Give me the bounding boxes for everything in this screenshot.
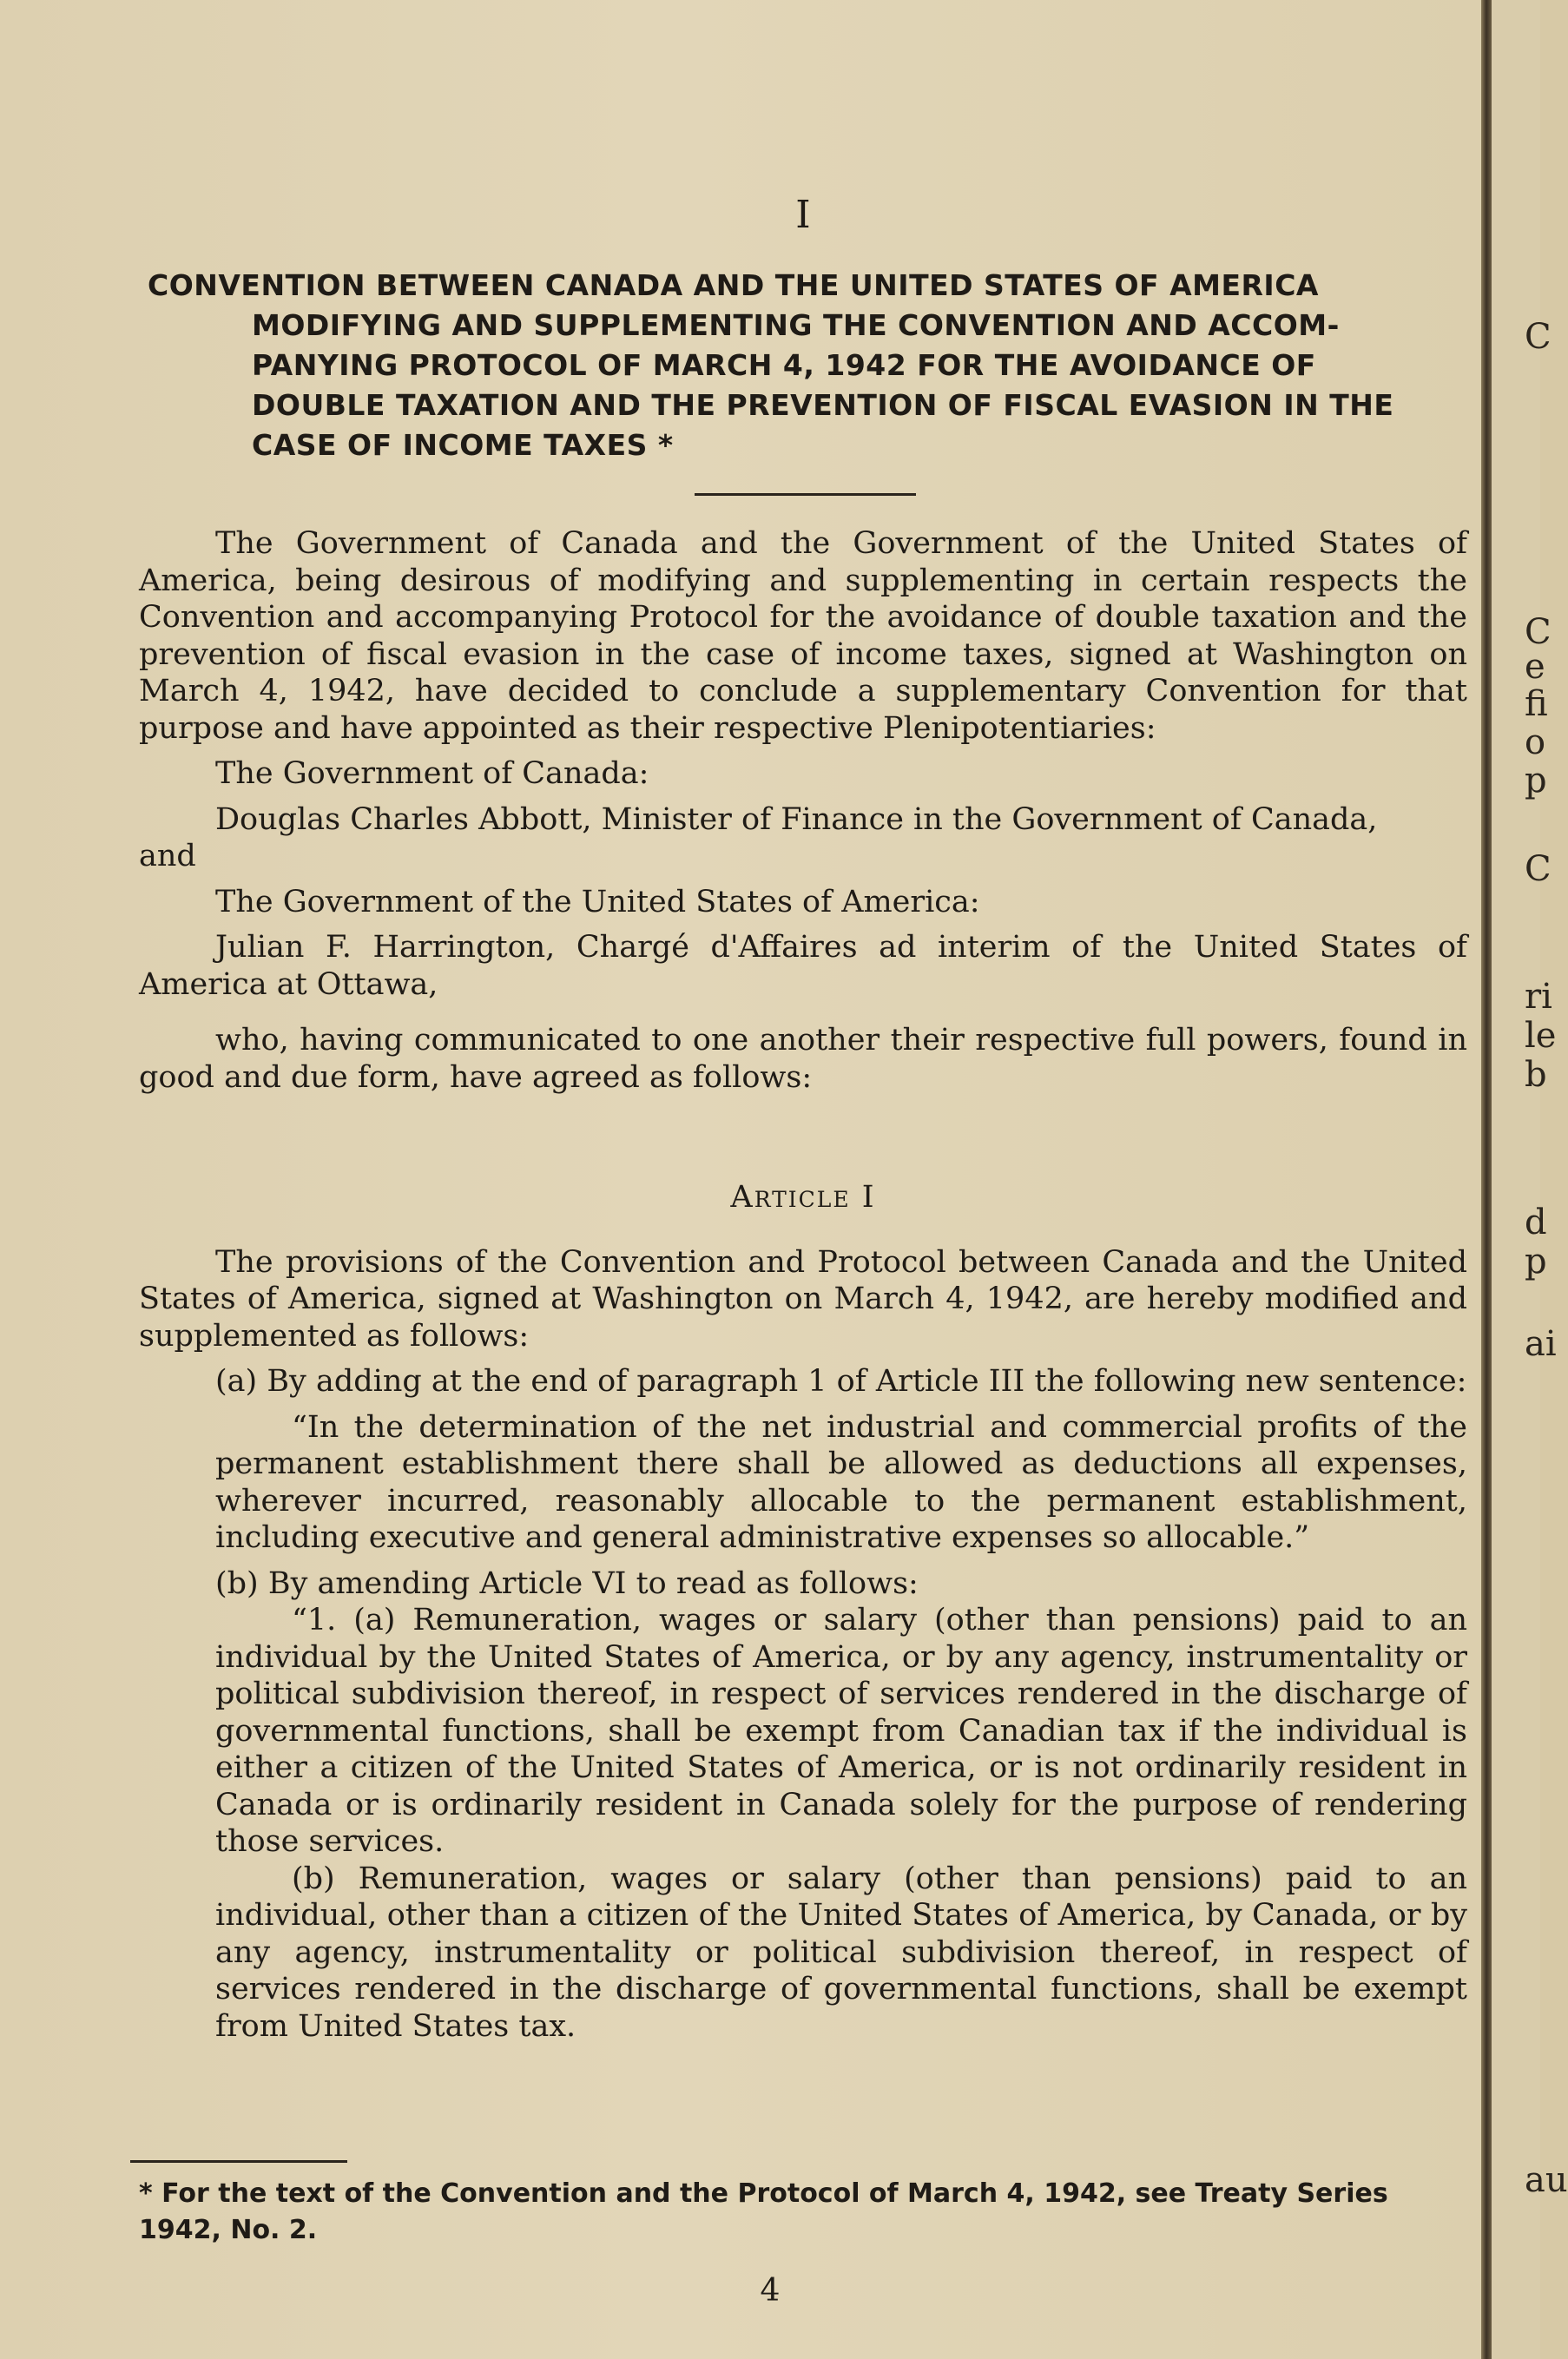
- facing-glyph: o: [1525, 722, 1546, 762]
- powers-clause: who, having communicated to one another their respective full powers, found in good and due form, have agreed as follows:: [139, 1023, 1467, 1095]
- preamble-paragraph: The Government of Canada and the Government of the United States of America, being desirous of modifying and supplementing in certain respects the Convention and accompanying Protocol for the avoidance of double taxation and the prevention of fiscal evasion in the case of income taxes, signed at Washington on March 4, 1942, have decided to conclude a supplementary Convention for that purpose and have appointed as their respective Plenipotentiaries:: [139, 526, 1467, 746]
- and-line: and: [139, 839, 196, 873]
- footnote: * For the text of the Convention and the Protocol of March 4, 1942, see Treaty Series 1942, No. 2.: [139, 2178, 1388, 2245]
- title-line: DOUBLE TAXATION AND THE PREVENTION OF FISCAL EVASION IN THE: [252, 388, 1394, 422]
- gov-usa-line: The Government of the United States of America:: [215, 884, 980, 919]
- item-b-quote-1-label: “1. (a): [292, 1603, 396, 1637]
- item-b-text: By amending Article VI to read as follows:: [267, 1565, 919, 1601]
- item-b-quote-2: [139, 1861, 1467, 2046]
- item-b-quote-1-text: Remuneration, wages or salary (other than pensions) paid to an individual by the United States of America, or by any agency, instrumentality or political subdivision thereof, in respect of services rendered in the discharge of governmental functions, shall be exempt from Canadian tax if the individual is either a citizen of the United States of America, or is not ordinarily resident in Canada or is ordinarily resident in Canada solely for the purpose of rendering those services.: [215, 1603, 1467, 1859]
- facing-glyph: C: [1525, 317, 1552, 357]
- convention-title: [148, 266, 1467, 465]
- item-b-quote-2-text: Remuneration, wages or salary (other than pensions) paid to an individual, other than a citizen of the United States of America, by Canada, or by any agency, instrumentality or political subdivision thereof, in respect of services rendered in the discharge of governmental functions, shall be exempt from United States tax.: [215, 1861, 1467, 2044]
- facing-glyph: fi: [1525, 684, 1548, 724]
- facing-glyph: C: [1525, 849, 1552, 889]
- book-gutter: [1481, 0, 1492, 2359]
- article-heading: Article I: [730, 1180, 876, 1215]
- item-a-text: By adding at the end of paragraph 1 of Article III the following new sentence:: [267, 1364, 1467, 1399]
- facing-glyph: au: [1525, 2160, 1568, 2200]
- article-intro: The provisions of the Convention and Protocol between Canada and the United States of America, signed at Washington on March 4, 1942, are hereby modified and supplemented as follows:: [139, 1244, 1467, 1354]
- usa-plenipotentiary: Julian F. Harrington, Chargé d'Affaires ad interim of the United States of America at Ottawa,: [139, 930, 1467, 1002]
- title-line: CASE OF INCOME TAXES *: [252, 428, 674, 462]
- item-b-label: (b): [215, 1565, 259, 1601]
- item-b-quote-1: [139, 1602, 1467, 1861]
- item-a-label: (a): [215, 1364, 258, 1399]
- facing-glyph: b: [1525, 1055, 1547, 1095]
- facing-glyph: d: [1525, 1203, 1547, 1242]
- item-b-quote-2-label: (b): [292, 1861, 335, 1896]
- item-a: [139, 1363, 1467, 1400]
- facing-glyph: p: [1525, 1242, 1547, 1282]
- facing-glyph: p: [1525, 761, 1547, 801]
- facing-glyph: C: [1525, 612, 1552, 652]
- gov-canada-line: The Government of Canada:: [215, 756, 649, 791]
- item-a-quote: “In the determination of the net industrial and commercial profits of the permanent establishment there shall be allowed as deductions all expenses, wherever incurred, reasonably allocable to the permanent establishment, including executive and general administrative expenses so allocable.”: [215, 1409, 1467, 1555]
- title-line: MODIFYING AND SUPPLEMENTING THE CONVENTION AND ACCOM-: [252, 308, 1340, 342]
- page-number: 4: [760, 2273, 781, 2309]
- section-number: I: [795, 193, 811, 237]
- facing-glyph: le: [1525, 1016, 1557, 1056]
- title-divider: [695, 493, 916, 496]
- facing-page-edge: [1492, 0, 1568, 2359]
- facing-glyph: ai: [1525, 1324, 1557, 1364]
- convention-body: [139, 525, 1467, 2045]
- title-line: PANYING PROTOCOL OF MARCH 4, 1942 FOR THE AVOIDANCE OF: [252, 348, 1316, 382]
- item-b: [139, 1565, 1467, 1603]
- canada-plenipotentiary: Douglas Charles Abbott, Minister of Finance in the Government of Canada,: [215, 801, 1378, 837]
- facing-glyph: ri: [1525, 977, 1552, 1017]
- facing-glyph: e: [1525, 647, 1545, 687]
- footnote-divider: [130, 2160, 347, 2163]
- title-line: CONVENTION BETWEEN CANADA AND THE UNITED STATES OF AMERICA: [148, 268, 1319, 302]
